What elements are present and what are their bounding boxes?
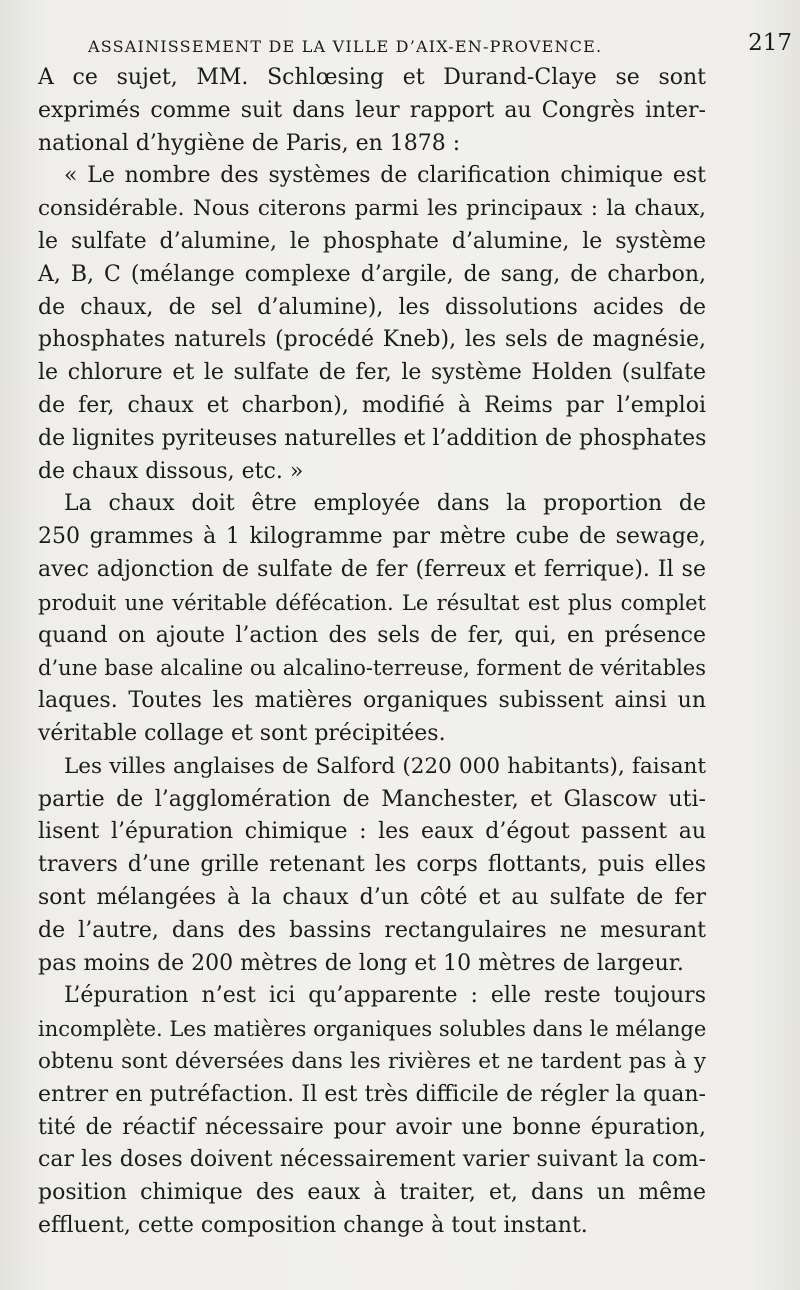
- text-line: L’épuration n’est ici qu’apparente : elle reste toujours: [64, 983, 706, 1009]
- text-line: sont mélangées à la chaux d’un côté et au sulfate de fer: [38, 884, 706, 910]
- text-line: La chaux doit être employée dans la proportion de: [64, 491, 706, 517]
- paragraph-2: [38, 160, 706, 488]
- text-line: laques. Toutes les matières organiques subissent ainsi un: [38, 688, 706, 714]
- text-line: A, B, C (mélange complexe d’argile, de sang, de charbon,: [38, 261, 706, 287]
- text-line: de chaux, de sel d’alumine), les dissolutions acides de: [38, 294, 706, 320]
- text-line: phosphates naturels (procédé Kneb), les sels de magnésie,: [38, 327, 706, 353]
- text-line: le sulfate d’alumine, le phosphate d’alumine, le système: [38, 228, 706, 254]
- text-line: A ce sujet, MM. Schlœsing et Durand-Claye se sont: [38, 65, 706, 90]
- text-line: 250 grammes à 1 kilogramme par mètre cube de sewage,: [38, 524, 706, 550]
- text-line: avec adjonction de sulfate de fer (ferreux et ferrique). Il se: [38, 556, 706, 582]
- text-line: lisent l’épuration chimique : les eaux d’égout passent au: [38, 819, 706, 845]
- paragraph-5: [38, 980, 706, 1242]
- text-line: véritable collage et sont précipitées.: [38, 720, 446, 746]
- text-line: le chlorure et le sulfate de fer, le système Holden (sulfate: [38, 360, 706, 386]
- text-line: incomplète. Les matières organiques solubles dans le mélange: [38, 1017, 707, 1042]
- paragraph-1: [38, 62, 706, 160]
- text-line: de fer, chaux et charbon), modifié à Reims par l’emploi: [38, 392, 706, 418]
- text-line: car les doses doivent nécessairement varier suivant la com-: [38, 1147, 706, 1173]
- text-line: position chimique des eaux à traiter, et, dans un même: [38, 1180, 706, 1206]
- text-line: « Le nombre des systèmes de clarification chimique est: [64, 163, 706, 189]
- text-line: de l’autre, dans des bassins rectangulaires ne mesurant: [38, 917, 706, 943]
- text-line: d’une base alcaline ou alcalino-terreuse, forment de véritables: [38, 656, 706, 681]
- text-line: travers d’une grille retenant les corps flottants, puis elles: [38, 852, 706, 878]
- text-line: pas moins de 200 mètres de long et 10 mètres de largeur.: [38, 950, 684, 976]
- paragraph-4: [38, 751, 706, 981]
- text-line: Les villes anglaises de Salford (220 000 habitants), faisant: [64, 753, 706, 779]
- page-header: [38, 30, 792, 64]
- text-line: quand on ajoute l’action des sels de fer, qui, en présence: [38, 622, 706, 648]
- text-line: effluent, cette composition change à tout instant.: [38, 1212, 588, 1238]
- page-number: 217: [748, 30, 792, 56]
- text-line: considérable. Nous citerons parmi les principaux : la chaux,: [38, 196, 706, 222]
- text-line: exprimés comme suit dans leur rapport au Congrès inter-: [38, 97, 706, 123]
- text-line: de chaux dissous, etc. »: [38, 458, 304, 484]
- text-line: tité de réactif nécessaire pour avoir une bonne épuration,: [38, 1114, 706, 1140]
- body-text: [38, 62, 706, 1243]
- text-line: obtenu sont déversées dans les rivières et ne tardent pas à y: [38, 1048, 706, 1074]
- text-line: de lignites pyriteuses naturelles et l’addition de phosphates: [38, 425, 707, 451]
- running-title: ASSAINISSEMENT DE LA VILLE D’AIX-EN-PROVENCE.: [88, 37, 603, 56]
- paragraph-3: [38, 488, 706, 750]
- text-line: partie de l’agglomération de Manchester, et Glascow uti-: [38, 786, 706, 812]
- text-line: produit une véritable défécation. Le résultat est plus complet: [38, 590, 706, 615]
- text-line: national d’hygiène de Paris, en 1878 :: [38, 130, 461, 156]
- text-line: entrer en putréfaction. Il est très difficile de régler la quan-: [38, 1081, 706, 1107]
